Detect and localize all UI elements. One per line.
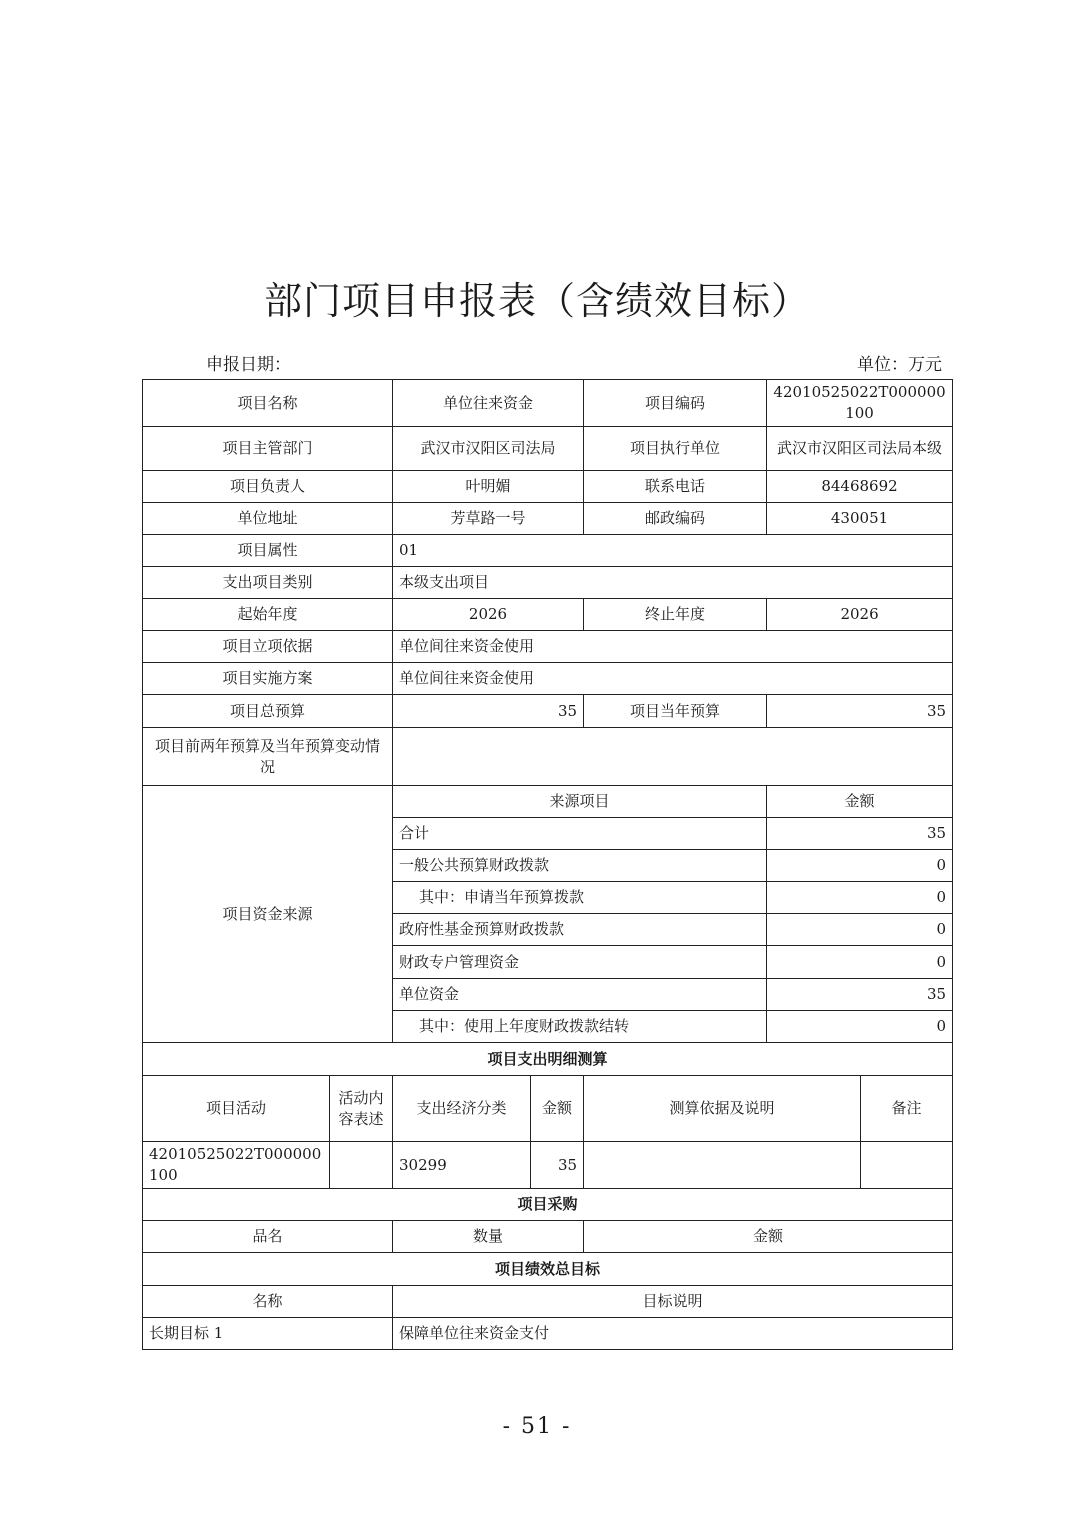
expense-econ: 30299 xyxy=(393,1142,531,1189)
address-label: 单位地址 xyxy=(143,503,393,535)
funding-row-amount: 0 xyxy=(767,946,953,979)
category-value: 本级支出项目 xyxy=(393,567,953,599)
funding-row-name: 一般公共预算财政拨款 xyxy=(393,850,767,882)
procurement-header-amount: 金额 xyxy=(584,1221,953,1253)
procurement-section-title: 项目采购 xyxy=(143,1189,953,1221)
table-row xyxy=(143,786,953,818)
funding-row-name: 财政专户管理资金 xyxy=(393,946,767,979)
table-row xyxy=(143,599,953,631)
table-row xyxy=(143,1076,953,1142)
performance-section-title: 项目绩效总目标 xyxy=(143,1253,953,1286)
funding-source-header: 来源项目 xyxy=(393,786,767,818)
table-row xyxy=(143,1221,953,1253)
performance-goal-desc: 保障单位往来资金支付 xyxy=(393,1318,953,1350)
table-row xyxy=(143,1253,953,1286)
expense-content xyxy=(330,1142,393,1189)
funding-row-name: 单位资金 xyxy=(393,979,767,1011)
postcode-label: 邮政编码 xyxy=(584,503,767,535)
unit-label: 单位：万元 xyxy=(857,355,942,375)
address-value: 芳草路一号 xyxy=(393,503,584,535)
basis-value: 单位间往来资金使用 xyxy=(393,631,953,663)
expense-header-activity: 项目活动 xyxy=(143,1076,330,1142)
basis-label: 项目立项依据 xyxy=(143,631,393,663)
page-title: 部门项目申报表（含绩效目标） xyxy=(263,279,810,323)
funding-row-amount: 0 xyxy=(767,1011,953,1043)
expense-header-amount: 金额 xyxy=(531,1076,584,1142)
budget-change-value xyxy=(393,728,953,786)
total-budget-label: 项目总预算 xyxy=(143,695,393,728)
procurement-header-name: 品名 xyxy=(143,1221,393,1253)
expense-note xyxy=(861,1142,953,1189)
dept-label: 项目主管部门 xyxy=(143,427,393,471)
page-number: - 51 - xyxy=(502,1414,572,1439)
table-row xyxy=(143,380,953,427)
expense-amount: 35 xyxy=(531,1142,584,1189)
funding-row-amount: 35 xyxy=(767,979,953,1011)
table-row xyxy=(143,503,953,535)
funding-row-amount: 0 xyxy=(767,882,953,914)
budget-change-label: 项目前两年预算及当年预算变动情况 xyxy=(143,728,393,786)
table-row xyxy=(143,1318,953,1350)
table-row xyxy=(143,567,953,599)
performance-header-desc: 目标说明 xyxy=(393,1286,953,1318)
funding-amount-header: 金额 xyxy=(767,786,953,818)
attr-label: 项目属性 xyxy=(143,535,393,567)
phone-value: 84468692 xyxy=(767,471,953,503)
attr-value: 01 xyxy=(393,535,953,567)
funding-row-name: 政府性基金预算财政拨款 xyxy=(393,914,767,946)
table-row xyxy=(143,1142,953,1189)
total-budget-value: 35 xyxy=(393,695,584,728)
table-row xyxy=(143,631,953,663)
funding-row-amount: 0 xyxy=(767,850,953,882)
funding-row-name: 其中：使用上年度财政拨款结转 xyxy=(393,1011,767,1043)
expense-header-content: 活动内容表述 xyxy=(330,1076,393,1142)
end-year-label: 终止年度 xyxy=(584,599,767,631)
expense-header-basis: 测算依据及说明 xyxy=(584,1076,861,1142)
expense-activity: 42010525022T000000100 xyxy=(143,1142,330,1189)
start-year-value: 2026 xyxy=(393,599,584,631)
dept-value: 武汉市汉阳区司法局 xyxy=(393,427,584,471)
procurement-header-qty: 数量 xyxy=(393,1221,584,1253)
table-row xyxy=(143,663,953,695)
exec-unit-value: 武汉市汉阳区司法局本级 xyxy=(767,427,953,471)
table-row xyxy=(143,695,953,728)
project-code-value: 42010525022T000000100 xyxy=(767,380,953,427)
project-code-label: 项目编码 xyxy=(584,380,767,427)
table-row xyxy=(143,728,953,786)
funding-row-name: 其中：申请当年预算拨款 xyxy=(393,882,767,914)
funding-row-amount: 35 xyxy=(767,818,953,850)
expense-header-econ: 支出经济分类 xyxy=(393,1076,531,1142)
table-row xyxy=(143,1286,953,1318)
table-row xyxy=(143,535,953,567)
project-name-value: 单位往来资金 xyxy=(393,380,584,427)
project-declaration-table xyxy=(142,379,953,1350)
start-year-label: 起始年度 xyxy=(143,599,393,631)
category-label: 支出项目类别 xyxy=(143,567,393,599)
declare-date-label: 申报日期： xyxy=(206,355,291,375)
funding-row-name: 合计 xyxy=(393,818,767,850)
performance-header-name: 名称 xyxy=(143,1286,393,1318)
expense-basis xyxy=(584,1142,861,1189)
postcode-value: 430051 xyxy=(767,503,953,535)
expense-header-note: 备注 xyxy=(861,1076,953,1142)
leader-label: 项目负责人 xyxy=(143,471,393,503)
plan-value: 单位间往来资金使用 xyxy=(393,663,953,695)
plan-label: 项目实施方案 xyxy=(143,663,393,695)
table-row xyxy=(143,427,953,471)
table-row xyxy=(143,1189,953,1221)
table-row xyxy=(143,471,953,503)
funding-source-label: 项目资金来源 xyxy=(143,786,393,1043)
year-budget-label: 项目当年预算 xyxy=(584,695,767,728)
table-row xyxy=(143,1043,953,1076)
performance-goal-name: 长期目标 1 xyxy=(143,1318,393,1350)
phone-label: 联系电话 xyxy=(584,471,767,503)
project-name-label: 项目名称 xyxy=(143,380,393,427)
year-budget-value: 35 xyxy=(767,695,953,728)
end-year-value: 2026 xyxy=(767,599,953,631)
leader-value: 叶明媚 xyxy=(393,471,584,503)
exec-unit-label: 项目执行单位 xyxy=(584,427,767,471)
funding-row-amount: 0 xyxy=(767,914,953,946)
expense-section-title: 项目支出明细测算 xyxy=(143,1043,953,1076)
